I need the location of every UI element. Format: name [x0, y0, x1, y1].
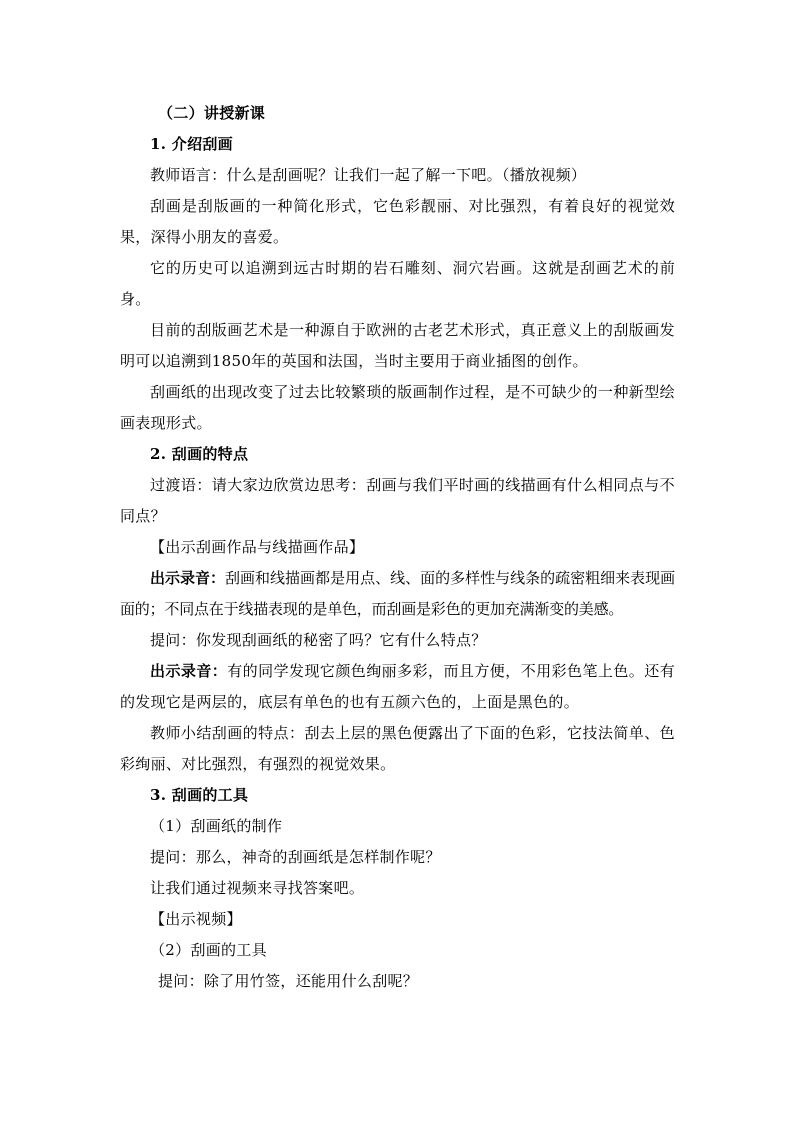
- recording-label: 出示录音：: [150, 662, 228, 680]
- recording-text: 有的同学发现它颜色绚丽多彩，而且方便，不用彩色笔上色。还有的发现它是两层的，底层有单色的也有五颜六色的，上面是黑色的。: [120, 662, 675, 711]
- paragraph-recording: [120, 656, 675, 718]
- recording-label: 出示录音：: [150, 569, 226, 587]
- paragraph: 过渡语：请大家边欣赏边思考：刮画与我们平时画的线描画有什么相同点与不同点？: [120, 476, 675, 525]
- paragraph: 刮画纸的出现改变了过去比较繁琐的版画制作过程，是不可缺少的一种新型绘画表现形式。: [120, 383, 675, 432]
- document-body: [120, 98, 675, 997]
- paragraph: 教师小结刮画的特点：刮去上层的黑色便露出了下面的色彩，它技法简单、色彩绚丽、对比强烈，有强烈的视觉效果。: [120, 724, 675, 773]
- heading-introduce: 1. 介绍刮画: [150, 135, 233, 153]
- paragraph: 让我们通过视频来寻找答案吧。: [150, 879, 365, 897]
- paragraph: 教师语言：什么是刮画呢？让我们一起了解一下吧。（播放视频）: [150, 166, 587, 184]
- paragraph: 【出示刮画作品与线描画作品】: [150, 538, 365, 556]
- paragraph: 提问：除了用竹签，还能用什么刮呢？: [158, 972, 419, 990]
- paragraph: （2）刮画的工具: [150, 941, 267, 959]
- paragraph: 【出示视频】: [150, 910, 242, 928]
- paragraph: （1）刮画纸的制作: [150, 817, 283, 835]
- paragraph: 提问：那么，神奇的刮画纸是怎样制作呢？: [150, 848, 441, 866]
- heading-features: 2. 刮画的特点: [150, 445, 249, 463]
- section-title: （二）讲授新课: [158, 104, 266, 122]
- heading-tools: 3. 刮画的工具: [150, 786, 249, 804]
- paragraph-recording: [120, 563, 675, 625]
- paragraph: 目前的刮版画艺术是一种源自于欧洲的古老艺术形式，真正意义上的刮版画发明可以追溯到1850年的英国和法国，当时主要用于商业插图的创作。: [120, 321, 675, 370]
- paragraph: 提问：你发现刮画纸的秘密了吗？它有什么特点？: [150, 631, 487, 649]
- recording-text: 刮画和线描画都是用点、线、面的多样性与线条的疏密粗细来表现画面的；不同点在于线描表现的是单色，而刮画是彩色的更加充满渐变的美感。: [120, 569, 675, 618]
- paragraph: 它的历史可以追溯到远古时期的岩石雕刻、洞穴岩画。这就是刮画艺术的前身。: [120, 259, 675, 308]
- paragraph: 刮画是刮版画的一种简化形式，它色彩靓丽、对比强烈，有着良好的视觉效果，深得小朋友的喜爱。: [120, 197, 675, 246]
